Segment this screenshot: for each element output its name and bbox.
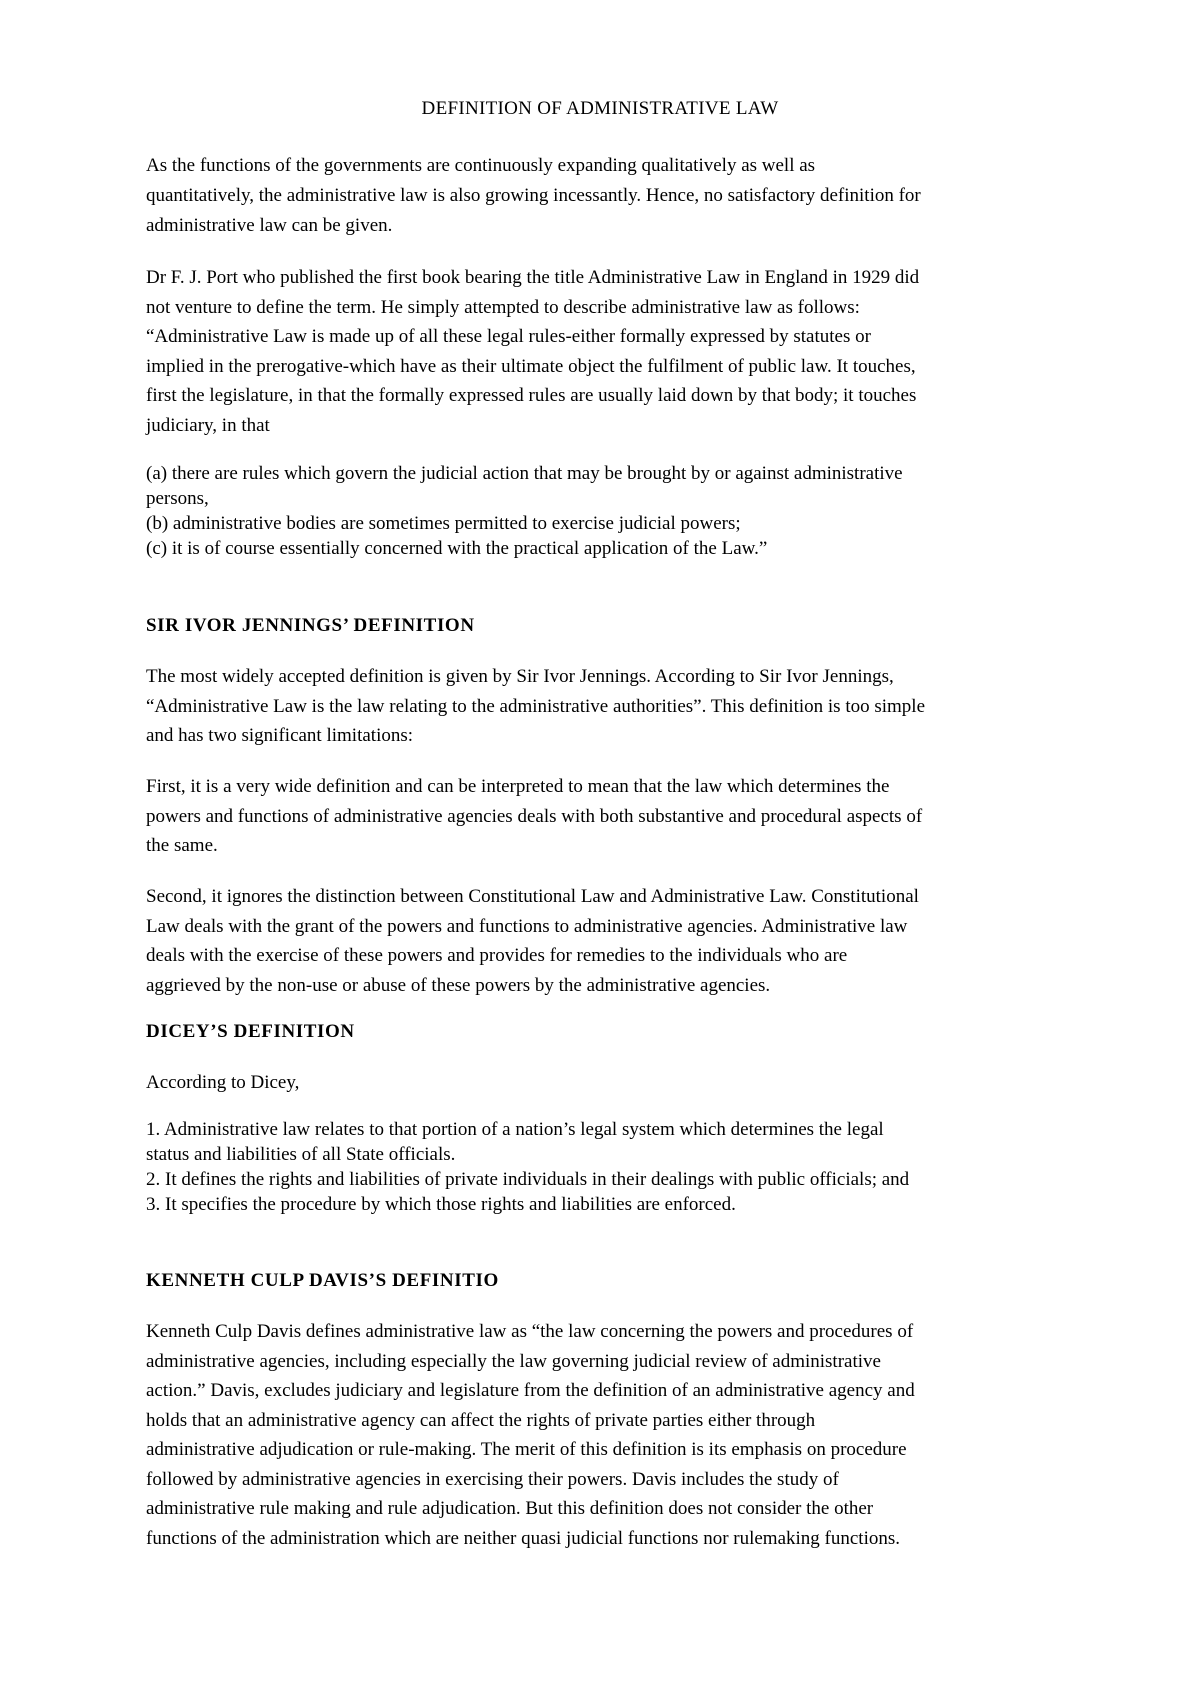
- list-item: (c) it is of course essentially concerned with the practical application of the Law.”: [146, 538, 768, 559]
- section-heading: DICEY’S DEFINITION: [146, 1021, 355, 1042]
- paragraph-line: implied in the prerogative-which have as their ultimate object the fulfilment of public law. It touches,: [146, 356, 916, 377]
- document-title: DEFINITION OF ADMINISTRATIVE LAW: [421, 98, 779, 119]
- list-item: (a) there are rules which govern the judicial action that may be brought by or against administrative: [146, 463, 903, 484]
- paragraph-line: administrative law can be given.: [146, 215, 393, 236]
- section-heading: KENNETH CULP DAVIS’S DEFINITIO: [146, 1270, 499, 1291]
- paragraph-line: aggrieved by the non-use or abuse of these powers by the administrative agencies.: [146, 975, 771, 996]
- paragraph-line: First, it is a very wide definition and can be interpreted to mean that the law which determines the: [146, 776, 890, 797]
- section-heading: SIR IVOR JENNINGS’ DEFINITION: [146, 615, 475, 636]
- paragraph-line: judiciary, in that: [146, 415, 270, 436]
- paragraph-line: powers and functions of administrative agencies deals with both substantive and procedural aspects of: [146, 806, 923, 827]
- paragraph-line: followed by administrative agencies in exercising their powers. Davis includes the study of: [146, 1469, 839, 1490]
- list-item: 2. It defines the rights and liabilities of private individuals in their dealings with public officials; and: [146, 1169, 910, 1190]
- paragraph-line: administrative rule making and rule adjudication. But this definition does not consider the other: [146, 1498, 874, 1519]
- paragraph-line: Second, it ignores the distinction between Constitutional Law and Administrative Law. Constitutional: [146, 886, 919, 907]
- list-item: 3. It specifies the procedure by which those rights and liabilities are enforced.: [146, 1194, 736, 1215]
- paragraph-line: and has two significant limitations:: [146, 725, 414, 746]
- paragraph-line: administrative agencies, including especially the law governing judicial review of administrative: [146, 1351, 881, 1372]
- paragraph-line: administrative adjudication or rule-making. The merit of this definition is its emphasis on procedure: [146, 1439, 907, 1460]
- paragraph-line: action.” Davis, excludes judiciary and legislature from the definition of an administrative agency and: [146, 1380, 915, 1401]
- paragraph-line: holds that an administrative agency can affect the rights of private parties either through: [146, 1410, 816, 1431]
- list-item: status and liabilities of all State officials.: [146, 1144, 456, 1165]
- paragraph-line: “Administrative Law is made up of all these legal rules-either formally expressed by statutes or: [146, 326, 871, 347]
- paragraph-line: Dr F. J. Port who published the first book bearing the title Administrative Law in England in 1929 did: [146, 267, 920, 288]
- paragraph-line: not venture to define the term. He simply attempted to describe administrative law as follows:: [146, 297, 860, 318]
- paragraph-line: As the functions of the governments are continuously expanding qualitatively as well as: [146, 155, 816, 176]
- list-item: persons,: [146, 488, 209, 509]
- paragraph-line: functions of the administration which are neither quasi judicial functions nor rulemaking functions.: [146, 1528, 901, 1549]
- paragraph-line: “Administrative Law is the law relating to the administrative authorities”. This definition is too simple: [146, 696, 926, 717]
- paragraph-line: first the legislature, in that the formally expressed rules are usually laid down by that body; it touches: [146, 385, 917, 406]
- paragraph-line: Kenneth Culp Davis defines administrative law as “the law concerning the powers and procedures of: [146, 1321, 914, 1342]
- paragraph-line: Law deals with the grant of the powers and functions to administrative agencies. Administrative law: [146, 916, 908, 937]
- paragraph-line: the same.: [146, 835, 218, 856]
- paragraph-line: quantitatively, the administrative law is also growing incessantly. Hence, no satisfactory definition for: [146, 185, 921, 206]
- paragraph-line: The most widely accepted definition is given by Sir Ivor Jennings. According to Sir Ivor Jennings,: [146, 666, 894, 687]
- paragraph-line: deals with the exercise of these powers and provides for remedies to the individuals who are: [146, 945, 848, 966]
- paragraph-line: According to Dicey,: [146, 1072, 300, 1093]
- list-item: (b) administrative bodies are sometimes permitted to exercise judicial powers;: [146, 513, 741, 534]
- list-item: 1. Administrative law relates to that portion of a nation’s legal system which determines the legal: [146, 1119, 884, 1140]
